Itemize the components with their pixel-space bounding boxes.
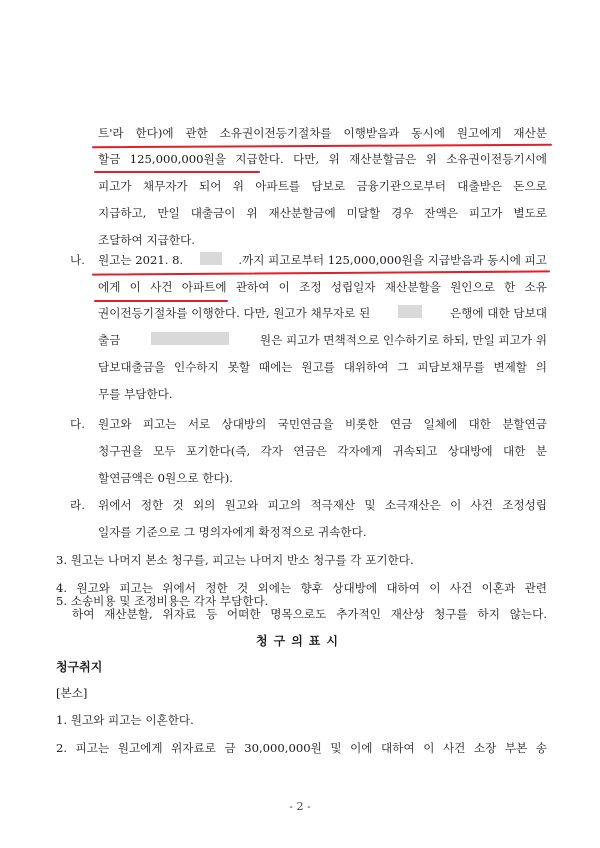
text-line: 하여 재산분할, 위자료 등 어떠한 명목으로도 추가적인 재산상 청구를 하지 않는다. [72,607,547,621]
highlight-underline [94,171,260,173]
text-line: 무를 부담한다. [98,387,173,401]
section-label: [본소] [56,686,88,700]
text-fragment: 원은 피고가 면책적으로 인수하기로 하되, 만일 피고가 위 [259,333,547,347]
redaction-mask [151,332,229,345]
text-line: 담보대출금을 인수하지 못할 때에는 원고를 대위하여 그 피담보채무를 변제할 의 [98,360,547,374]
text-line: 2. 피고는 원고에게 위자료로 금 30,000,000원 및 이에 대하여 이 사건 소장 부본 송 [56,741,547,755]
text-fragment: 원고는 2021. 8. [98,253,184,267]
text-line: 피고가 채무자가 되어 위 아파트를 담보로 금융기관으로부터 대출받은 돈으로 [98,179,547,193]
text-fragment: .까지 피고로부터 125,000,000원을 지급받음과 동시에 피고 [238,253,547,267]
text-line: 조달하여 지급한다. [98,233,195,247]
redaction-mask [398,305,422,318]
highlight-underline [92,144,552,148]
text-line: 위에서 정한 것 외의 원고와 피고의 적극재산 및 소극재산은 이 사건 조정성립 [98,498,547,512]
text-line: 4. 원고와 피고는 위에서 정한 것 외에는 향후 상대방에 대하여 이 사건 이혼과 관련 [56,581,547,595]
text-line [98,252,547,268]
text-fragment: 출금 [98,333,121,347]
item-marker: 라. [70,498,85,512]
text-line: 할연금액은 0원으로 한다). [98,471,233,485]
redaction-mask [200,252,222,265]
text-line: 일자를 기준으로 그 명의자에게 확정적으로 귀속한다. [98,525,367,539]
text-line: 1. 원고와 피고는 이혼한다. [56,713,194,727]
text-line: 청구권을 모두 포기한다(즉, 각자 연금은 각자에게 귀속되고 상대방에 대한 분 [98,444,547,458]
text-fragment: 권이전등기절차를 이행한다. 다만, 원고가 채무자로 된 [98,306,371,320]
highlight-underline [92,270,550,275]
text-line: 5. 소송비용 및 조정비용은 각자 부담한다. [56,594,269,608]
page-number: - 2 - [289,800,311,813]
highlight-underline [94,300,228,302]
text-line [98,332,547,348]
text-line: 3. 원고는 나머지 본소 청구를, 피고는 나머지 반소 청구를 각 포기한다. [56,553,414,567]
text-line [98,305,547,321]
text-line: 트'라 한다)에 관한 소유권이전등기절차를 이행받음과 동시에 원고에게 재산분 [98,126,547,140]
subheading: 청구취지 [56,660,103,674]
text-line: 지급하고, 만일 대출금이 위 재산분할금에 미달할 경우 잔액은 피고가 별도로 [98,206,547,220]
item-marker: 다. [70,417,85,431]
text-line: 할금 125,000,000원을 지급한다. 다만, 위 재산분할금은 위 소유권이전등기시에 [98,152,547,166]
text-line: 원고와 피고는 서로 상대방의 국민연금을 비롯한 연금 일체에 대한 분할연금 [98,417,547,431]
text-fragment: 은행에 대한 담보대 [450,306,547,320]
section-heading: 청구의표시 [256,634,344,648]
item-marker: 나. [70,253,85,267]
text-line: 에게 이 사건 아파트에 관하여 이 조정 성립일자 재산분할을 원인으로 한 소유 [98,280,547,294]
